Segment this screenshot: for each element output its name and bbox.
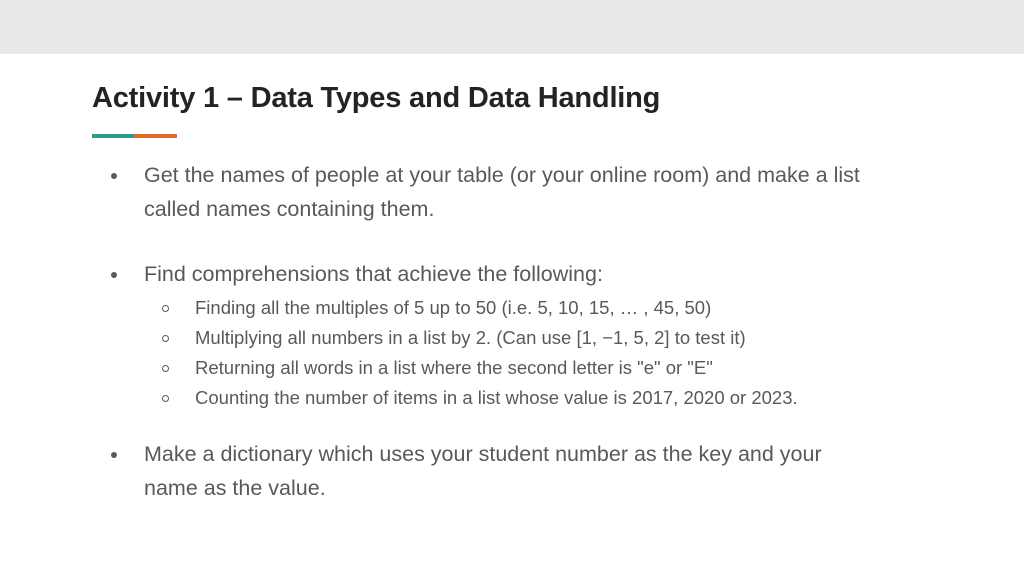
sub-bullet-list [144, 293, 914, 413]
sub-bullet-text: Returning all words in a list where the second letter is "e" or "E" [195, 357, 713, 378]
bullet-dot-icon [111, 173, 117, 179]
sub-bullet-text: Counting the number of items in a list whose value is 2017, 2020 or 2023. [195, 387, 798, 408]
bullet-list [0, 158, 1024, 505]
bullet-item [0, 158, 914, 226]
bullet-item [0, 437, 824, 505]
hollow-circle-icon [162, 305, 169, 312]
sub-bullet-text: Finding all the multiples of 5 up to 50 (i.e. 5, 10, 15, … , 45, 50) [195, 297, 712, 318]
accent-teal-segment [92, 134, 134, 138]
bullet-text: Get the names of people at your table (or your online room) and make a list called names containing them. [144, 163, 860, 221]
title-accent-bar [92, 134, 177, 138]
hollow-circle-icon [162, 395, 169, 402]
sub-bullet-item [144, 293, 914, 323]
bullet-text: Make a dictionary which uses your student number as the key and your name as the value. [144, 442, 822, 500]
sub-bullet-item [144, 353, 914, 383]
slide-title: Activity 1 – Data Types and Data Handling [92, 82, 661, 114]
bullet-dot-icon [111, 272, 117, 278]
sub-bullet-item [144, 323, 914, 353]
hollow-circle-icon [162, 335, 169, 342]
bullet-text: Find comprehensions that achieve the following: [144, 262, 603, 286]
sub-bullet-item [144, 383, 914, 413]
hollow-circle-icon [162, 365, 169, 372]
accent-orange-segment [134, 134, 177, 138]
top-band [0, 0, 1024, 54]
slide [0, 54, 1024, 576]
sub-bullet-text: Multiplying all numbers in a list by 2. (Can use [1, −1, 5, 2] to test it) [195, 327, 746, 348]
bullet-item [0, 257, 914, 413]
bullet-dot-icon [111, 452, 117, 458]
